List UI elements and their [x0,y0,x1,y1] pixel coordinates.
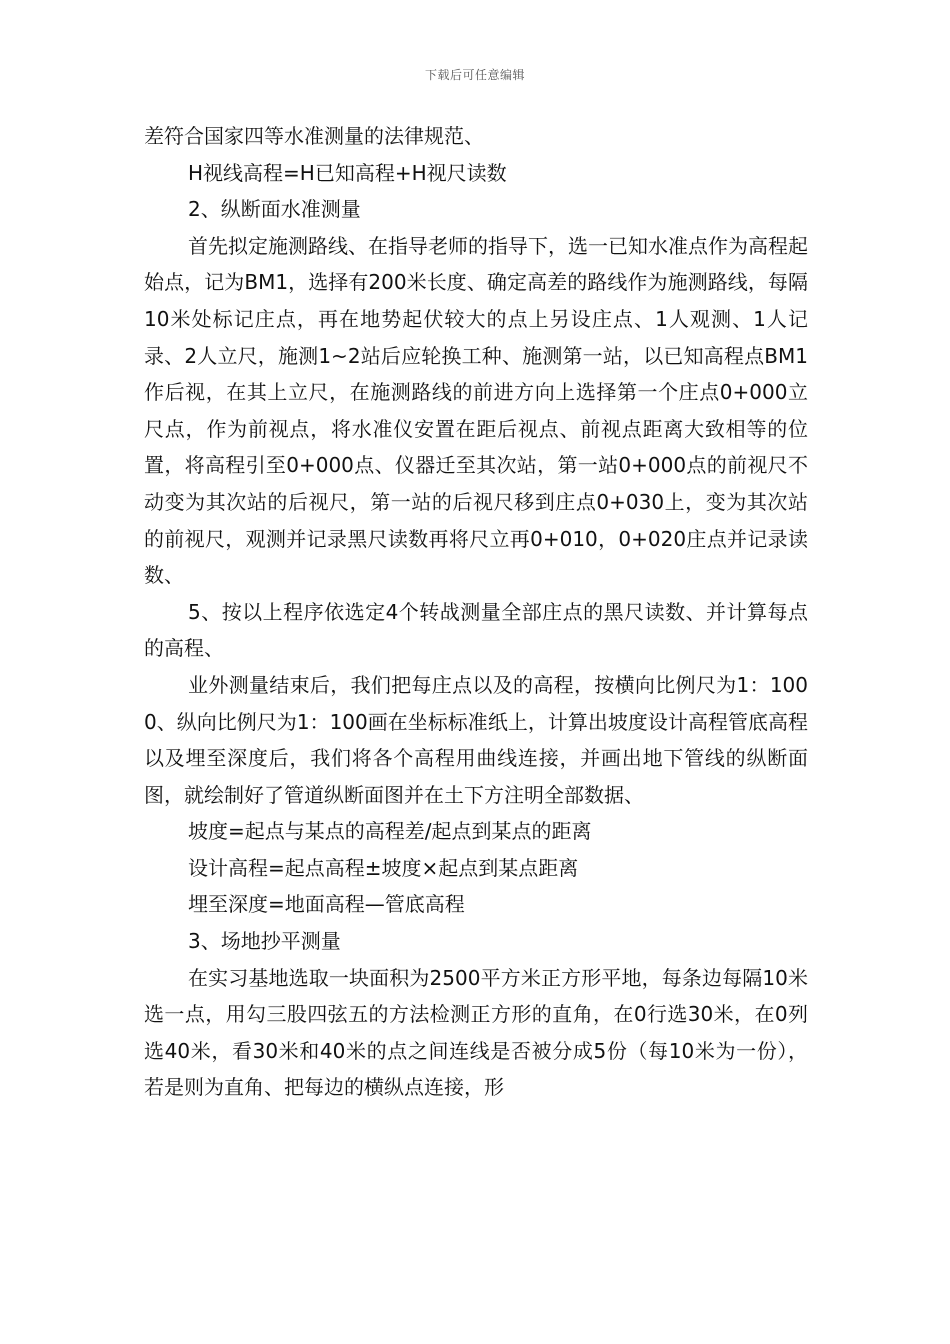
paragraph-site-leveling: 在实习基地选取一块面积为2500平方米正方形平地，每条边每隔10米选一点，用勾三股四弦五的方法检测正方形的直角，在0行选30米，在0列选40米，看30米和40米的点之间连线是否被分成5份（每10米为一份），若是则为直角、把每边的横纵点连接，形 [144,965,808,1100]
paragraph-1: 差符合国家四等水准测量的法律规范、 [144,124,484,148]
formula-design-elevation: 设计高程=起点高程±坡度×起点到某点距离 [188,855,579,880]
section-heading-profile-leveling: 2、纵断面水准测量 [188,197,361,222]
paragraph-procedure: 首先拟定施测路线、在指导老师的指导下，选一已知水准点作为高程起始点，记为BM1，选择有200米长度、确定高差的路线作为施测路线，每隔10米处标记庄点，再在地势起伏较大的点上另设庄点、1人观测、1人记录、2人立尺，施测1~2站后应轮换工种、施测第一站，以已知高程点BM1作后视，在其上立尺，在施测路线的前进方向上选择第一个庄点0+000立尺点，作为前视点，将水准仪安置在距后视点、前视点距离大致相等的位置，将高程引至0+000点、仪器迁至其次站，第一站0+000点的前视尺不动变为其次站的后视尺，第一站的后视尺移到庄点0+030上，变为其次站的前视尺，观测并记录黑尺读数再将尺立再0+010，0+020庄点并记录读数、 [144,233,808,588]
paragraph-drawing: 业外测量结束后，我们把每庄点以及的高程，按横向比例尺为1：1000、纵向比例尺为1：100画在坐标标准纸上，计算出坡度设计高程管底高程以及埋至深度后，我们将各个高程用曲线连接，并画出地下管线的纵断面图，就绘制好了管道纵断面图并在土下方注明全部数据、 [144,672,808,807]
formula-slope: 坡度=起点与某点的高程差/起点到某点的距离 [188,819,592,844]
section-heading-site-leveling: 3、场地抄平测量 [188,929,341,954]
document-body [144,118,808,1106]
paragraph-step-5: 5、按以上程序依选定4个转战测量全部庄点的黑尺读数、并计算每点的高程、 [144,599,808,661]
formula-burial-depth: 埋至深度=地面高程—管底高程 [188,892,465,917]
formula-sight-height: H视线高程=H已知高程+H视尺读数 [188,160,507,185]
page-header: 下载后可任意编辑 [424,68,525,82]
